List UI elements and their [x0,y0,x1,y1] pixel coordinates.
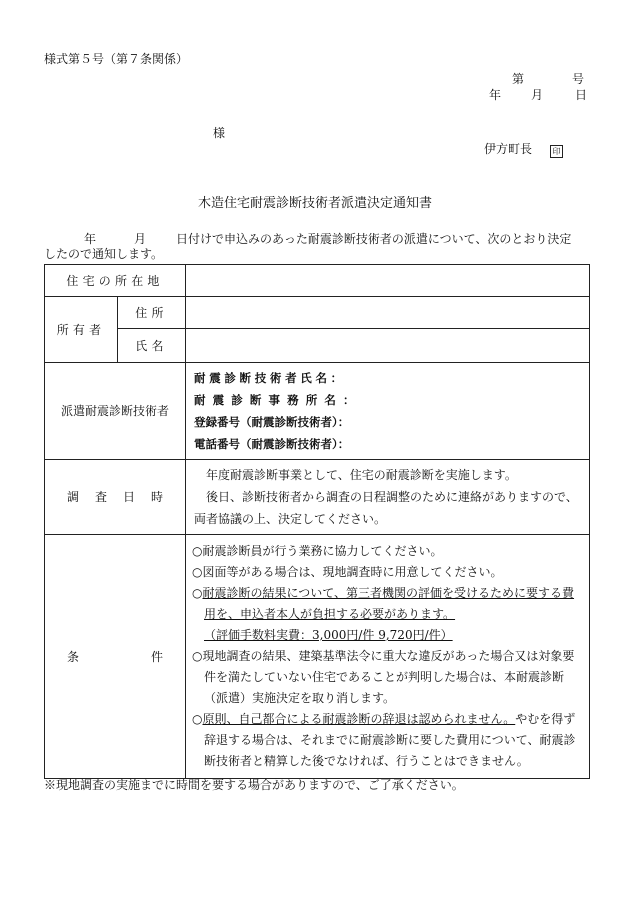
owner-label: 所有者 [45,297,118,363]
footnote: ※現地調査の実施までに時間を要する場合がありますので、ご了承ください。 [44,778,464,792]
row-schedule [45,460,590,535]
issue-date [489,86,587,104]
schedule-line-1: 年度耐震診断事業として、住宅の耐震診断を実施します。 [206,468,517,482]
seal-icon: 印 [550,145,563,158]
schedule-label-char-2: 査 [94,490,107,504]
intro-line-2: したので通知します。 [44,247,164,261]
form-number: 様式第５号（第７条関係） [44,52,189,66]
row-owner-address [45,297,590,329]
date-year-label: 年 [489,88,502,102]
number-dai-label: 第 [512,72,525,86]
technician-name-label: 耐震診断技術者氏名： [194,371,346,385]
schedule-label-char-4: 時 [150,490,163,504]
condition-5 [192,709,583,772]
date-month-label: 月 [531,88,544,102]
intro-line-1-text: 日付けで申込みのあった耐震診断技術者の派遣について、次のとおり決定 [176,232,572,246]
technician-phone-label: 電話番号（耐震診断技術者）： [194,437,350,451]
condition-3-fee: （評価手数料実費：3,000円/件 9,720円/件） [204,628,453,642]
schedule-label-char-3: 日 [122,490,135,504]
technician-label: 派遣耐震診断技術者 [45,363,186,460]
issuer-name: 伊方町長 [484,142,533,156]
condition-3 [192,583,583,625]
condition-2: ○図面等がある場合は、現地調査時に用意してください。 [192,565,503,579]
condition-1: ○耐震診断員が行う業務に協力してください。 [192,544,443,558]
technician-office-label: 耐震診断事務所名： [194,393,362,407]
conditions-label-char-1: 条 [67,649,80,664]
date-day-label: 日 [575,88,588,102]
address-label: 住宅の所在地 [45,265,186,297]
schedule-line-2: 後日、診断技術者から調査の日程調整のために連絡がありますので、両者協議の上、決定してください。 [194,490,578,526]
owner-name-value[interactable] [186,329,590,363]
condition-3-text: 耐震診断の結果について、第三者機関の評価を受けるために要する費用を、申込者本人が負担する必要があります。 [202,586,575,621]
row-technician [45,363,590,460]
conditions-list [186,535,590,779]
intro-year-label: 年 [84,232,97,246]
address-value[interactable] [186,265,590,297]
row-conditions [45,535,590,779]
details-table [44,264,590,779]
schedule-label-char-1: 調 [67,490,80,504]
conditions-label-char-2: 件 [150,649,163,664]
condition-5-mark: ○ [192,712,203,726]
row-owner-name [45,329,590,363]
row-address [45,265,590,297]
condition-3-mark: ○ [192,586,203,600]
schedule-text [186,460,590,535]
technician-registration-label: 登録番号（耐震診断技術者）： [194,415,350,429]
condition-4: ○現地調査の結果、建築基準法令に重大な違反があった場合又は対象要件を満たしていない住宅であることが判明した場合は、本耐震診断（派遣）実施決定を取り消します。 [192,649,575,705]
condition-5-underlined: 原則、自己都合による耐震診断の辞退は認められません。 [202,712,516,726]
owner-address-value[interactable] [186,297,590,329]
number-go-label: 号 [572,72,585,86]
recipient-suffix: 様 [213,126,226,140]
owner-name-label: 氏名 [118,329,186,363]
schedule-label [45,460,186,535]
owner-address-label: 住所 [118,297,186,329]
intro-month-label: 月 [134,232,147,246]
technician-details [186,363,590,460]
issuer [484,140,563,158]
condition-5-rest: やむを得ず辞退する場合は、それまでに耐震診断に要した費用について、耐震診断技術者と精算した後でなければ、行うことはできません。 [204,712,576,768]
document-title: 木造住宅耐震診断技術者派遣決定通知書 [197,196,432,211]
conditions-label [45,535,186,779]
